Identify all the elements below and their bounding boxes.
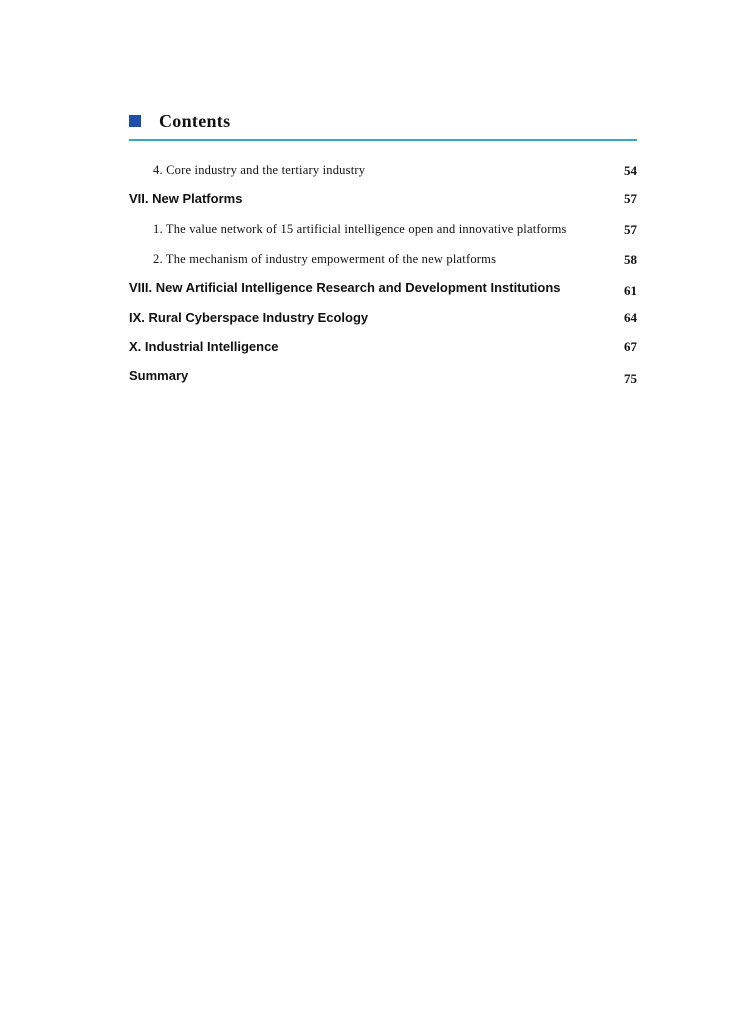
toc-entry-mechanism bbox=[129, 249, 637, 271]
toc-entry-value-network bbox=[129, 219, 637, 241]
toc-entry-label: X. Industrial Intelligence bbox=[129, 339, 279, 354]
toc-entry-page: 58 bbox=[624, 252, 637, 267]
toc-entry-page: 61 bbox=[624, 283, 637, 298]
toc-entry-page: 75 bbox=[624, 371, 637, 386]
toc-entry-label: IX. Rural Cyberspace Industry Ecology bbox=[129, 310, 369, 325]
toc-entry-label: Summary bbox=[129, 368, 189, 383]
toc-entry-page: 64 bbox=[624, 310, 637, 325]
page-title: Contents bbox=[159, 111, 231, 131]
bullet-square-icon bbox=[129, 115, 141, 127]
toc-entry-label: 4. Core industry and the tertiary industry bbox=[153, 163, 366, 177]
toc-entry-page: 67 bbox=[624, 339, 637, 354]
toc-entry-rd-institutions bbox=[129, 278, 637, 300]
toc-entry-summary bbox=[129, 366, 637, 388]
toc-entry-core-industry bbox=[129, 160, 637, 182]
toc-entry-page: 57 bbox=[624, 222, 637, 237]
toc-entry-page: 54 bbox=[624, 163, 637, 178]
toc-entry-new-platforms bbox=[129, 189, 637, 211]
toc-entry-label: VIII. New Artificial Intelligence Research and Development Institutions bbox=[129, 280, 561, 295]
toc-entry-label: 2. The mechanism of industry empowerment of the new platforms bbox=[153, 252, 497, 266]
toc-entry-page: 57 bbox=[624, 191, 637, 206]
toc-entry-industrial-intelligence bbox=[129, 337, 637, 359]
toc-entry-label: VII. New Platforms bbox=[129, 191, 243, 206]
toc-entry-rural-cyberspace bbox=[129, 308, 637, 330]
toc-entry-label: 1. The value network of 15 artificial intelligence open and innovative platforms bbox=[153, 222, 567, 236]
contents-header bbox=[129, 111, 637, 141]
